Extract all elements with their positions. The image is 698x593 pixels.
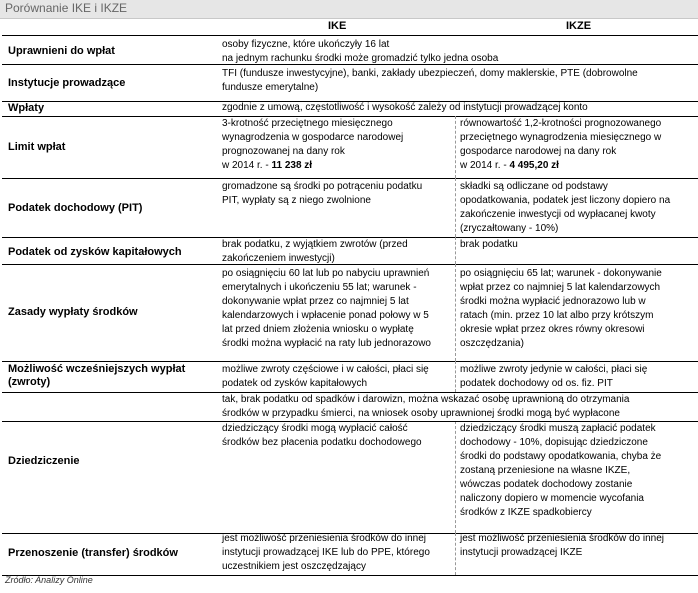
- row-label: Podatek od zysków kapitałowych: [8, 246, 182, 258]
- cell-ikze: przeciętnego wynagrodzenia miesięcznego w: [460, 132, 662, 143]
- cell-ikze: zostaną przeniesione na własne IKZE,: [460, 465, 631, 476]
- cell-ike-amount: [222, 159, 312, 173]
- cell-shared: osoby fizyczne, które ukończyły 16 lat: [222, 39, 390, 50]
- cell-ikze: po osiągnięciu 65 lat; warunek - dokonywanie: [460, 268, 662, 279]
- row-divider: [2, 264, 698, 265]
- cell-ikze: możliwe zwroty jedynie w całości, płaci się: [460, 364, 648, 375]
- row-label: Limit wpłat: [8, 141, 66, 153]
- column-header-ikze: IKZE: [566, 20, 592, 32]
- amount-prefix: w 2014 r. -: [460, 160, 510, 171]
- row-label: Podatek dochodowy (PIT): [8, 202, 143, 214]
- cell-ikze: okresie wpłat przez okres równy okresowi: [460, 324, 645, 335]
- cell-ikze: instytucji prowadzącej IKZE: [460, 547, 583, 558]
- row-label: Wpłaty: [8, 102, 45, 114]
- cell-ikze: opodatkowania, podatek jest liczony dopiero na: [460, 195, 671, 206]
- row-divider: [2, 64, 698, 65]
- cell-ike: 3-krotność przeciętnego miesięcznego: [222, 118, 393, 129]
- cell-shared: tak, brak podatku od spadków i darowizn, można wskazać osobę uprawnioną do otrzymania: [222, 394, 630, 405]
- cell-ike: zakończeniem inwestycji): [222, 253, 335, 264]
- amount-value: 4 495,20 zł: [509, 160, 559, 171]
- cell-ikze: środki można wypłacić jednorazowo lub w: [460, 296, 646, 307]
- cell-ikze: dziedziczący środki muszą zapłacić podatek: [460, 423, 656, 434]
- column-header-ike: IKE: [328, 20, 347, 32]
- cell-ike: wynagrodzenia w gospodarce narodowej: [222, 132, 404, 143]
- cell-ikze: gospodarce narodowej na dany rok: [460, 146, 617, 157]
- cell-ikze: środków z IKZE spadkobiercy: [460, 507, 592, 518]
- cell-ike: prognozowanej na dany rok: [222, 146, 345, 157]
- cell-ikze: oszczędzania): [460, 338, 524, 349]
- cell-ike: uczestnikiem jest oszczędzający: [222, 561, 366, 572]
- cell-ike: środki można wypłacić na raty lub jednorazowo: [222, 338, 431, 349]
- cell-ikze: środki do podstawy opodatkowania, chyba że: [460, 451, 662, 462]
- cell-ikze: ratach (min. przez 10 lat albo przy krótszym: [460, 310, 654, 321]
- cell-ikze: naliczony dopiero w momencie wycofania: [460, 493, 644, 504]
- cell-ike: lat przed dniem złożenia wniosku o wypłatę: [222, 324, 414, 335]
- cell-ike: po osiągnięciu 60 lat lub po nabyciu uprawnień: [222, 268, 430, 279]
- cell-ike: emerytalnych i ukończeniu 55 lat; warunek -: [222, 282, 417, 293]
- source-note: Źródło: Analizy Online: [5, 575, 93, 585]
- row-label: Instytucje prowadzące: [8, 77, 126, 89]
- column-separator: [455, 264, 456, 361]
- cell-shared: fundusze emerytalne): [222, 82, 319, 93]
- cell-ikze: jest możliwość przeniesienia środków do innej: [460, 533, 664, 544]
- cell-ike: możliwe zwroty częściowe i w całości, płaci się: [222, 364, 429, 375]
- cell-ikze-amount: [460, 159, 559, 173]
- cell-ikze: wpłat przez co najmniej 5 lat kalendarzowych: [460, 282, 661, 293]
- cell-ike: jest możliwość przeniesienia środków do innej: [222, 533, 426, 544]
- cell-ikze: podatek dochodowy od os. fiz. PIT: [460, 378, 613, 389]
- cell-ikze: zakończenie inwestycji od wypłacanej kwoty: [460, 209, 656, 220]
- cell-shared: na jednym rachunku środki może gromadzić tylko jedna osoba: [222, 53, 499, 64]
- cell-ike: brak podatku, z wyjątkiem zwrotów (przed: [222, 239, 408, 250]
- cell-ike: gromadzone są środki po potrąceniu podatku: [222, 181, 423, 192]
- column-separator: [455, 361, 456, 392]
- cell-ikze: (zryczałtowany - 10%): [460, 223, 559, 234]
- cell-shared: środków w przypadku śmierci, na wniosek osoby uprawnionej środki mogą być wypłacone: [222, 408, 620, 419]
- row-label: Zasady wypłaty środków: [8, 306, 138, 318]
- cell-ike: PIT, wypłaty są z niego zwolnione: [222, 195, 371, 206]
- cell-shared: zgodnie z umową, częstotliwość i wysokość zależy od instytucji prowadzącej konto: [222, 102, 588, 113]
- row-divider: [2, 575, 698, 576]
- header-divider: [2, 35, 698, 36]
- cell-shared: TFI (fundusze inwestycyjne), banki, zakłady ubezpieczeń, domy maklerskie, PTE (dobrowolne: [222, 68, 638, 79]
- row-label: Dziedziczenie: [8, 455, 80, 467]
- row-label: Możliwość wcześniejszych wypłat (zwroty): [8, 363, 186, 388]
- cell-ikze: dochodowy - 10%, dopisując dziedziczone: [460, 437, 648, 448]
- cell-ike: kalendarzowych i wpłacenie ponad połowy w 5: [222, 310, 429, 321]
- cell-ikze: brak podatku: [460, 239, 518, 250]
- cell-ikze: równowartość 1,2-krotności prognozowanego: [460, 118, 662, 129]
- column-separator: [455, 178, 456, 237]
- table-title-bar: [0, 0, 698, 19]
- amount-value: 11 238 zł: [271, 160, 313, 171]
- row-divider: [2, 178, 698, 179]
- row-label: Uprawnieni do wpłat: [8, 45, 115, 57]
- row-label: Przenoszenie (transfer) środków: [8, 547, 178, 559]
- cell-ike: instytucji prowadzącej IKE lub do PPE, którego: [222, 547, 430, 558]
- cell-ikze: wówczas podatek dochodowy zostanie: [460, 479, 633, 490]
- row-inner-divider: [2, 421, 698, 422]
- cell-ike: podatek od zysków kapitałowych: [222, 378, 368, 389]
- column-separator: [455, 421, 456, 533]
- column-separator: [455, 116, 456, 178]
- cell-ike: środków bez płacenia podatku dochodowego: [222, 437, 422, 448]
- cell-ike: dokonywanie wpłat przez co najmniej 5 lat: [222, 296, 409, 307]
- cell-ikze: składki są odliczane od podstawy: [460, 181, 608, 192]
- column-separator: [455, 237, 456, 264]
- row-divider: [2, 361, 698, 362]
- cell-ike: dziedziczący środki mogą wypłacić całość: [222, 423, 408, 434]
- amount-prefix: w 2014 r. -: [222, 160, 272, 171]
- table-title: Porównanie IKE i IKZE: [5, 1, 128, 15]
- column-separator: [455, 533, 456, 575]
